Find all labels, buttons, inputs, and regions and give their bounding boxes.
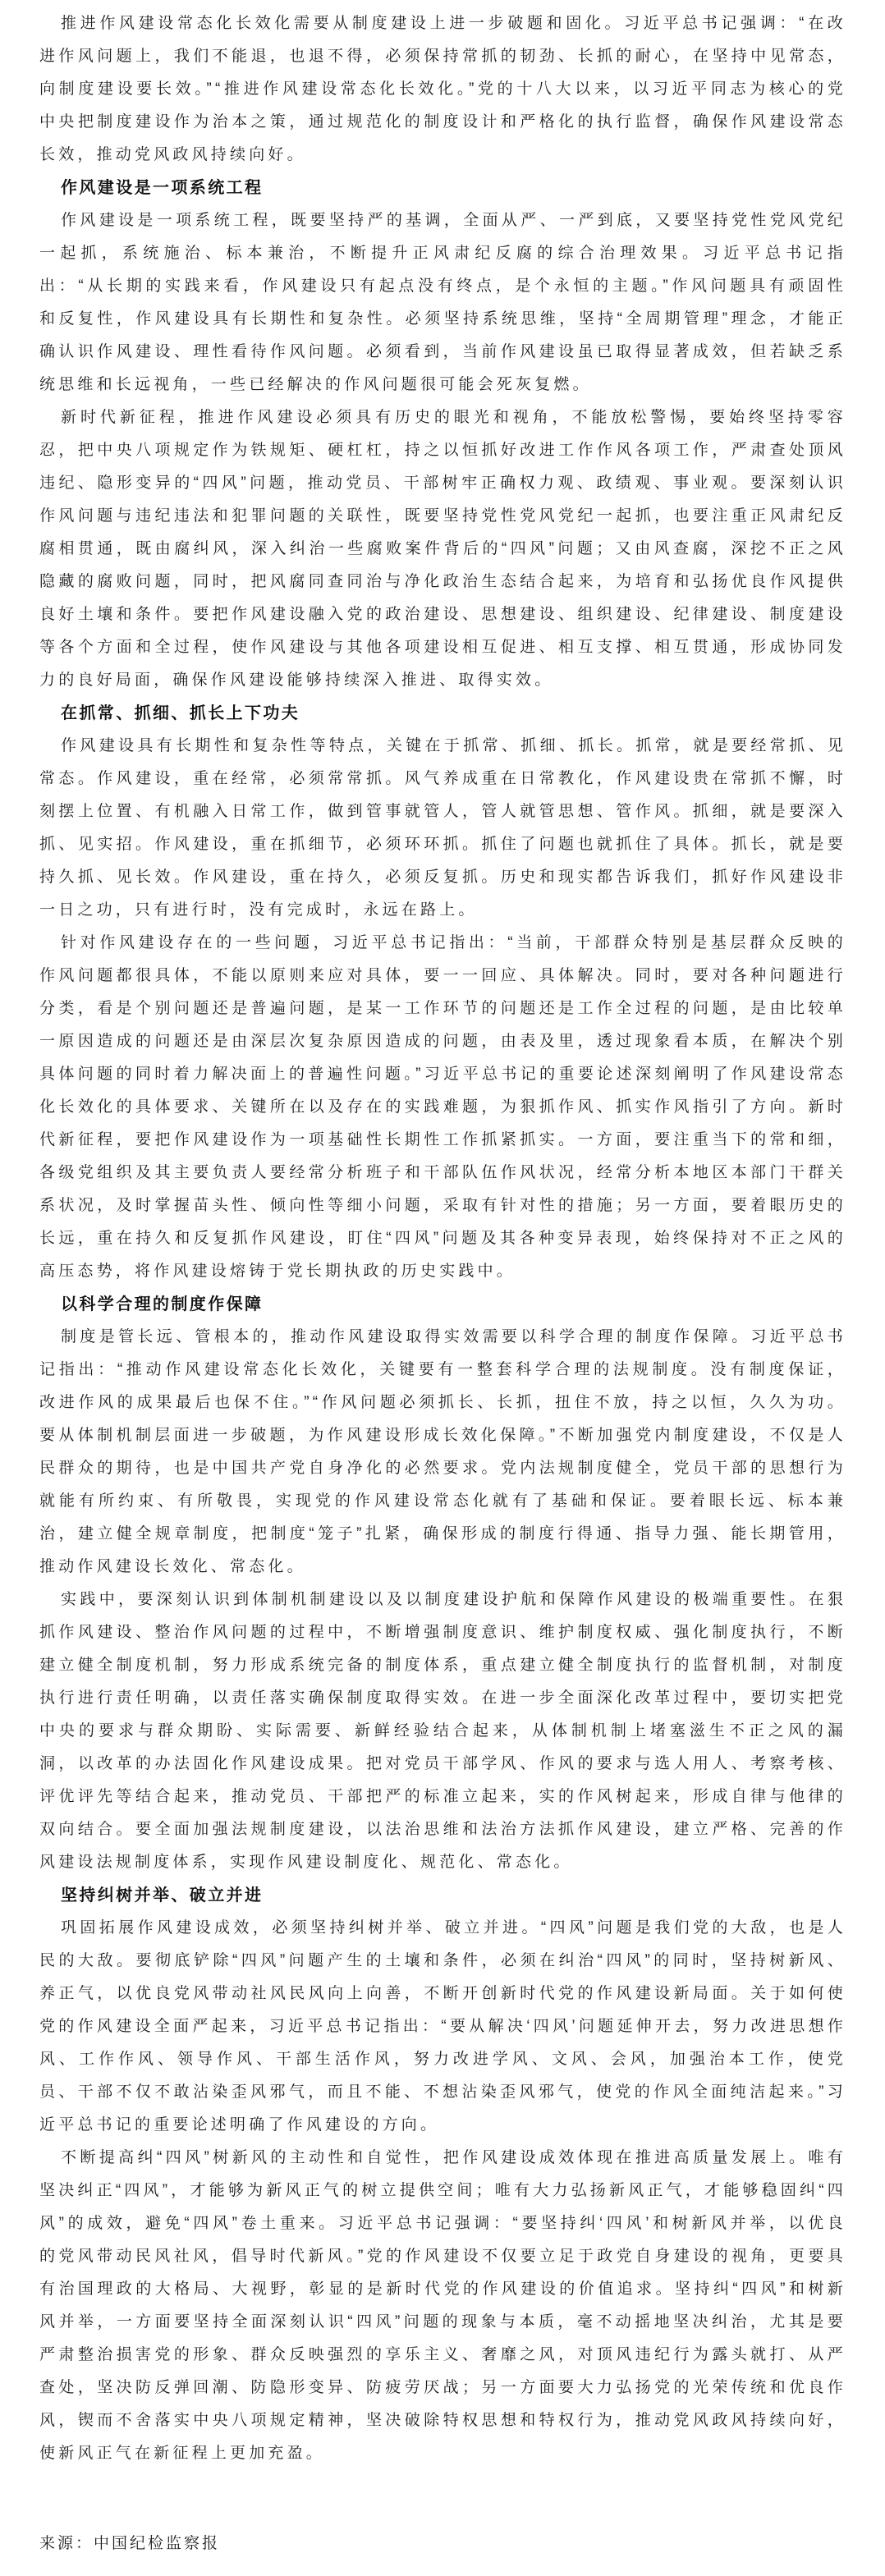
section-heading: 以科学合理的制度作保障	[61, 1295, 264, 1313]
article-paragraph: 实践中，要深刻认识到体制机制建设以及以制度建设护航和保障作风建设的极端重要性。在狠抓作风建设、整治作风问题的过程中，不断增强制度意识、维护制度权威、强化制度执行，不断建立健全制度机制，努力形成系统完备的制度体系，重点建立健全制度执行的监督机制，对制度执行进行责任明确，以责任落实确保制度取得实效。在进一步全面深化改革过程中，要切实把党中央的要求与群众期盼、实际需要、新鲜经验结合起来，从体制机制上堵塞滋生不正之风的漏洞，以改革的办法固化作风建设成果。把对党员干部学风、作风的要求与选人用人、考察考核、评优评先等结合起来，推动党员、干部把严的标准立起来，实的作风树起来，形成自律与他律的双向结合。要全面加强法规制度建设，以法治思维和法治方法抓作风建设，建立严格、完善的作风建设法规制度体系，实现作风建设制度化、规范化、常态化。	[39, 1591, 846, 1871]
section-heading: 在抓常、抓细、抓长上下功夫	[61, 704, 300, 722]
article-paragraph: 推进作风建设常态化长效化需要从制度建设上进一步破题和固化。习近平总书记强调：“在改进作风问题上，我们不能退，也退不得，必须保持常抓的韧劲、长抓的耐心，在坚持中见常态，向制度建设要长效。”“推进作风建设常态化长效化。”党的十八大以来，以习近平同志为核心的党中央把制度建设作为治本之策，通过规范化的制度设计和严格化的执行监督，确保作风建设常态长效，推动党风政风持续向好。	[39, 15, 846, 163]
section-heading: 坚持纠树并举、破立并进	[61, 1886, 264, 1904]
article-paragraph: 作风建设是一项系统工程，既要坚持严的基调，全面从严、一严到底，又要坚持党性党风党纪一起抓，系统施治、标本兼治，不断提升正风肃纪反腐的综合治理效果。习近平总书记指出：“从长期的实践来看，作风建设只有起点没有终点，是个永恒的主题。”作风问题具有顽固性和反复性，作风建设具有长期性和复杂性。必须坚持系统思维，坚持“全周期管理”理念，才能正确认识作风建设、理性看待作风问题。必须看到，当前作风建设虽已取得显著成效，但若缺乏系统思维和长远视角，一些已经解决的作风问题很可能会死灰复燃。	[39, 212, 846, 393]
article-source: 来源：中国纪检监察报	[39, 2535, 221, 2552]
article-body	[39, 7, 846, 2470]
article-paragraph: 作风建设具有长期性和复杂性等特点，关键在于抓常、抓细、抓长。抓常，就是要经常抓、见常态。作风建设，重在经常，必须常常抓。风气养成重在日常教化，作风建设贵在常抓不懈，时刻摆上位置、有机融入日常工作，做到管事就管人，管人就管思想、管作风。抓细，就是要深入抓、见实招。作风建设，重在抓细节，必须环环抓。抓住了问题也就抓住了具体。抓长，就是要持久抓、见长效。作风建设，重在持久，必须反复抓。历史和现实都告诉我们，抓好作风建设非一日之功，只有进行时，没有完成时，永远在路上。	[39, 737, 846, 919]
article-paragraph: 不断提高纠“四风”树新风的主动性和自觉性，把作风建设成效体现在推进高质量发展上。唯有坚决纠正“四风”，才能够为新风正气的树立提供空间；唯有大力弘扬新风正气，才能够稳固纠“四风”的成效，避免“四风”卷土重来。习近平总书记强调：“要坚持纠‘四风’和树新风并举，以优良的党风带动民风社风，倡导时代新风。”党的作风建设不仅要立足于政党自身建设的视角，更要具有治国理政的大格局、大视野，彰显的是新时代党的作风建设的价值追求。坚持纠“四风”和树新风并举，一方面要坚持全面深刻认识“四风”问题的现象与本质，毫不动摇地坚决纠治，尤其是要严肃整治损害党的形象、群众反映强烈的享乐主义、奢靡之风，对顶风违纪行为露头就打、从严查处，坚决防反弹回潮、防隐形变异、防疲劳厌战；另一方面要大力弘扬党的光荣传统和优良作风，锲而不舍落实中央八项规定精神，坚决破除特权思想和特权行为，推动党风政风持续向好，使新风正气在新征程上更加充盈。	[39, 2149, 846, 2462]
article-paragraph: 针对作风建设存在的一些问题，习近平总书记指出：“当前，干部群众特别是基层群众反映的作风问题都很具体，不能以原则来应对具体，要一一回应、具体解决。同时，要对各种问题进行分类，看是个别问题还是普遍问题，是某一工作环节的问题还是工作全过程的问题，是由比较单一原因造成的问题还是由深层次复杂原因造成的问题，由表及里，透过现象看本质，在解决个别具体问题的同时着力解决面上的普遍性问题。”习近平总书记的重要论述深刻阐明了作风建设常态化长效化的具体要求、关键所在以及存在的实践难题，为狠抓作风、抓实作风指引了方向。新时代新征程，要把作风建设作为一项基础性长期性工作抓紧抓实。一方面，要注重当下的常和细，各级党组织及其主要负责人要经常分析班子和干部队伍作风状况，经常分析本地区本部门干群关系状况，及时掌握苗头性、倾向性等细小问题，采取有针对性的措施；另一方面，要着眼历史的长远，重在持久和反复抓作风建设，盯住“四风”问题及其各种变异表现，始终保持对不正之风的高压态势，将作风建设熔铸于党长期执政的历史实践中。	[39, 934, 846, 1280]
article-paragraph: 制度是管长远、管根本的，推动作风建设取得实效需要以科学合理的制度作保障。习近平总书记指出：“推动作风建设常态化长效化，关键要有一整套科学合理的法规制度。没有制度保证，改进作风的成果最后也保不住。”“作风问题必须抓长、长抓，扭住不放，持之以恒，久久为功。要从体制机制层面进一步破题，为作风建设形成长效化保障。”不断加强党内制度建设，不仅是人民群众的期待，也是中国共产党自身净化的必然要求。党内法规制度健全，党员干部的思想行为就能有所约束、有所敬畏，实现党的作风建设常态化就有了基础和保证。要着眼长远、标本兼治，建立健全规章制度，把制度“笼子”扎紧，确保形成的制度行得通、指导力强、能长期管用，推动作风建设长效化、常态化。	[39, 1328, 846, 1575]
section-heading: 作风建设是一项系统工程	[61, 179, 264, 197]
article-paragraph: 新时代新征程，推进作风建设必须具有历史的眼光和视角，不能放松警惕，要始终坚持零容忍，把中央八项规定作为铁规矩、硬杠杠，持之以恒抓好改进工作作风各项工作，严肃查处顶风违纪、隐形变异的“四风”问题，推动党员、干部树牢正确权力观、政绩观、事业观。要深刻认识作风问题与违纪违法和犯罪问题的关联性，既要坚持党性党风党纪一起抓，也要注重正风肃纪反腐相贯通，既由腐纠风，深入纠治一些腐败案件背后的“四风”问题；又由风查腐，深挖不正之风隐藏的腐败问题，同时，把风腐同查同治与净化政治生态结合起来，为培育和弘扬优良作风提供良好土壤和条件。要把作风建设融入党的政治建设、思想建设、组织建设、纪律建设、制度建设等各个方面和全过程，使作风建设与其他各项建设相互促进、相互支撑、相互贯通，形成协同发力的良好局面，确保作风建设能够持续深入推进、取得实效。	[39, 409, 846, 689]
article-paragraph: 巩固拓展作风建设成效，必须坚持纠树并举、破立并进。“四风”问题是我们党的大敌，也是人民的大敌。要彻底铲除“四风”问题产生的土壤和条件，必须在纠治“四风”的同时，坚持树新风、养正气，以优良党风带动社风民风向上向善，不断开创新时代党的作风建设新局面。关于如何使党的作风建设全面严起来，习近平总书记指出：“要从解决‘四风’问题延伸开去，努力改进思想作风、工作作风、领导作风、干部生活作风，努力改进学风、文风、会风，加强治本工作，使党员、干部不仅不敢沾染歪风邪气，而且不能、不想沾染歪风邪气，使党的作风全面纯洁起来。”习近平总书记的重要论述明确了作风建设的方向。	[39, 1919, 846, 2134]
